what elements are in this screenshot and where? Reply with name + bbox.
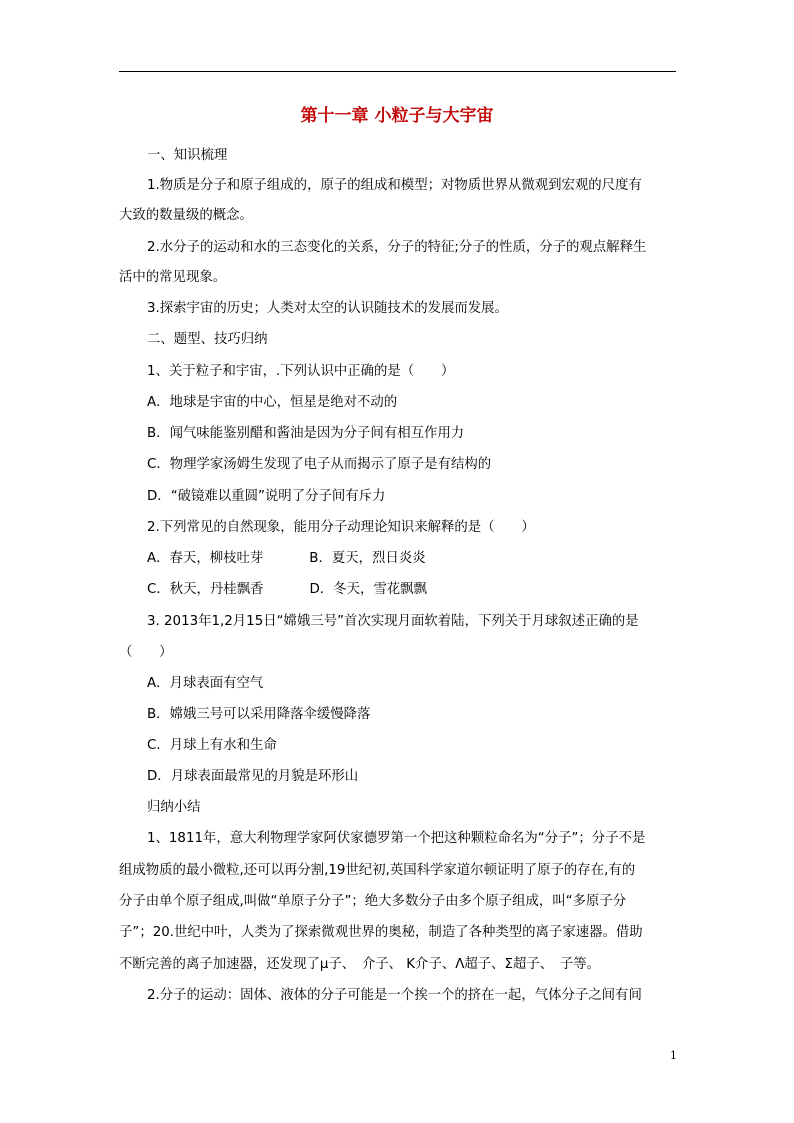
summary-para-1-line-1: 1、1811年，意大利物理学家阿伏家德罗第一个把这种颗粒命名为“分子”；分子不是 — [147, 831, 646, 846]
question-2-option-c: C．秋天，丹桂飘香 — [147, 582, 264, 597]
question-3-option-d: D．月球表面最常见的月貌是环形山 — [147, 769, 359, 784]
question-3-option-a: A．月球表面有空气 — [147, 676, 264, 691]
summary-heading: 归纳小结 — [147, 800, 201, 815]
chapter-title: 第十一章 小粒子与大宇宙 — [300, 106, 494, 126]
summary-para-2-line-1: 2.分子的运动：固体、液体的分子可能是一个挨一个的挤在一起，气体分子之间有间 — [147, 988, 642, 1003]
summary-para-1-line-4: 子”；20.世纪中叶，人类为了探索微观世界的奥秘，制造了各种类型的离子家速器。借助 — [119, 925, 643, 940]
question-2-option-b: B．夏天，烈日炎炎 — [309, 551, 426, 566]
question-2-options-row-1 — [147, 549, 426, 569]
summary-para-1-line-5: 不断完善的离子加速器，还发现了μ子、 介子、 K介子、Λ超子、Σ超子、 子等。 — [119, 957, 601, 972]
question-1-option-d: D．“破镜难以重圆”说明了分子间有斥力 — [147, 489, 386, 504]
knowledge-item-2-line-2: 活中的常见现象。 — [119, 270, 227, 285]
question-1-option-a: A．地球是宇宙的中心，恒星是绝对不动的 — [147, 395, 398, 410]
summary-para-1-line-3: 分子由单个原子组成,叫做“单原子分子”；绝大多数分子由多个原子组成，叫“多原子分 — [119, 894, 627, 909]
question-3-option-c: C．月球上有水和生命 — [147, 738, 277, 753]
question-2-option-a: A．春天，柳枝吐芽 — [147, 551, 264, 566]
section-heading-knowledge: 一、知识梳理 — [147, 148, 228, 163]
question-1-stem: 1、关于粒子和宇宙，.下列认识中正确的是（ ） — [147, 364, 455, 379]
section-heading-question-types: 二、题型、技巧归纳 — [147, 332, 268, 347]
header-rule — [119, 71, 676, 72]
question-2-stem: 2.下列常见的自然现象，能用分子动理论知识来解释的是（ ） — [147, 520, 535, 535]
knowledge-item-3: 3.探索宇宙的历史；人类对太空的认识随技术的发展而发展。 — [147, 301, 508, 316]
question-2-options-row-2 — [147, 580, 427, 600]
question-3-stem-line-1: 3. 2013年1,2月15日“嫦娥三号”首次实现月面软着陆，下列关于月球叙述正确的是 — [147, 614, 639, 629]
knowledge-item-1-line-1: 1.物质是分子和原子组成的，原子的组成和模型；对物质世界从微观到宏观的尺度有 — [147, 178, 642, 193]
question-3-stem-line-2: （ ） — [119, 645, 173, 660]
page-number: 1 — [670, 1049, 677, 1062]
question-1-option-b: B．闻气味能鉴别醋和酱油是因为分子间有相互作用力 — [147, 426, 465, 441]
question-1-option-c: C．物理学家汤姆生发现了电子从而揭示了原子是有结构的 — [147, 457, 492, 472]
knowledge-item-1-line-2: 大致的数量级的概念。 — [119, 208, 253, 223]
question-3-option-b: B．嫦娥三号可以采用降落伞缓慢降落 — [147, 707, 371, 722]
summary-para-1-line-2: 组成物质的最小微粒,还可以再分割,19世纪初,英国科学家道尔顿证明了原子的存在,有的 — [119, 863, 636, 878]
question-2-option-d: D．冬天，雪花飘飘 — [309, 582, 427, 597]
knowledge-item-2-line-1: 2.水分子的运动和水的三态变化的关系，分子的特征;分子的性质，分子的观点解释生 — [147, 240, 647, 255]
